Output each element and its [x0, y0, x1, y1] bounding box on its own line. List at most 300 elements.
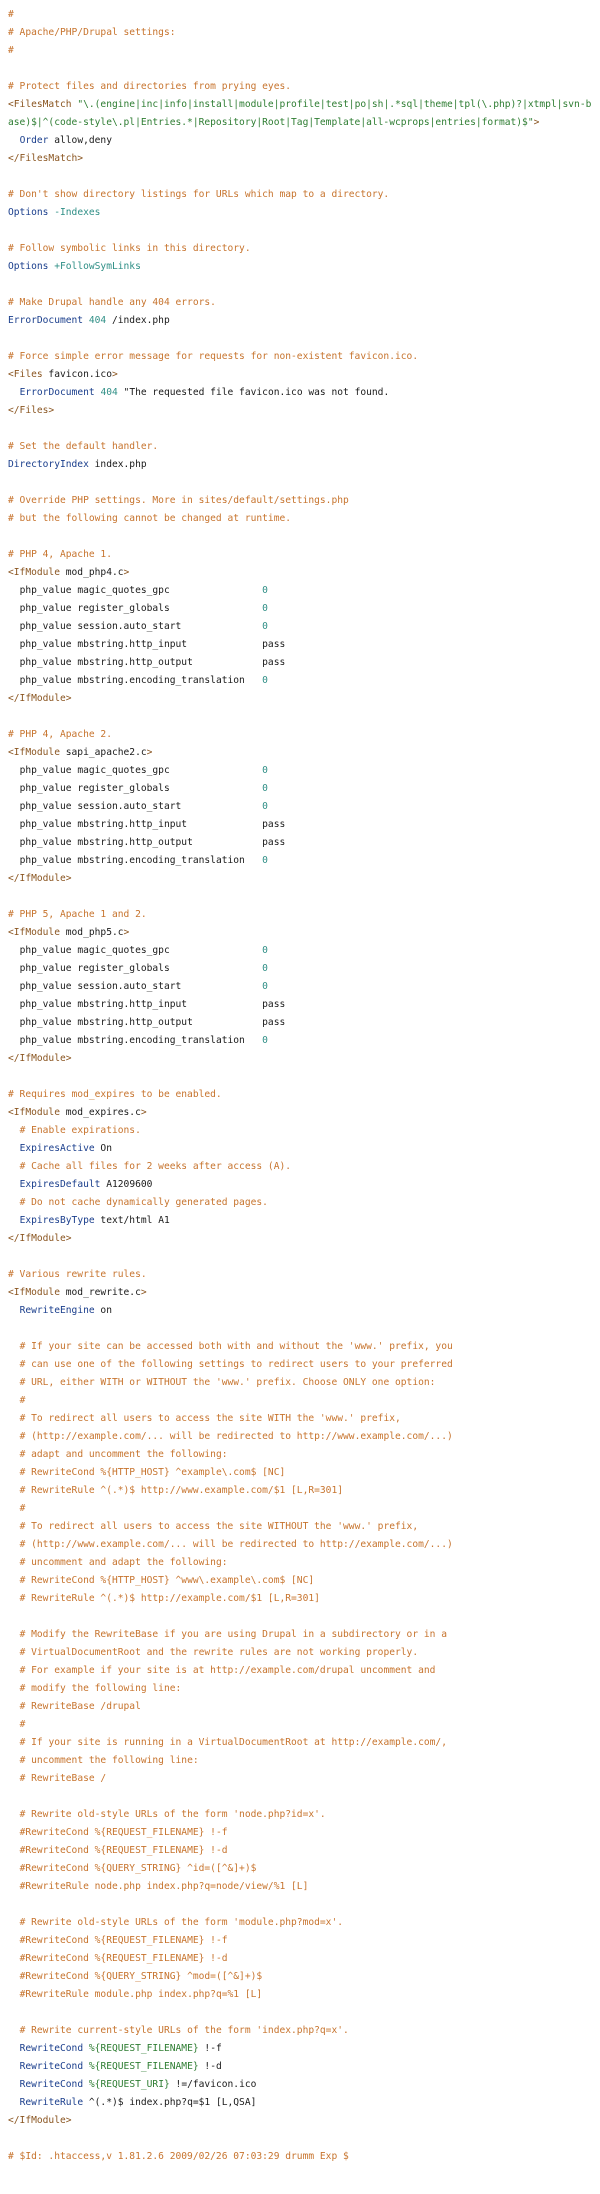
code-token-text: php_value register_globals: [8, 603, 263, 614]
code-token-text: A1209600: [100, 1179, 153, 1190]
code-line: [8, 312, 592, 330]
code-token-comment: # RewriteCond %{HTTP_HOST} ^www\.example\.com$ [NC]: [19, 1575, 315, 1586]
code-token-comment: # (http://www.example.com/... will be redirected to http://example.com/...): [19, 1539, 453, 1550]
code-token-comment: # but the following cannot be changed at runtime.: [8, 513, 292, 524]
code-token-comment: #: [19, 1395, 26, 1406]
code-token-comment: # Rewrite old-style URLs of the form 'module.php?mod=x'.: [19, 1917, 344, 1928]
code-token-text: php_value session.auto_start: [8, 801, 263, 812]
blank-line: [8, 474, 592, 492]
code-token-tag: >: [123, 567, 130, 578]
code-token-directive: Order: [19, 135, 49, 146]
code-line: [8, 1428, 592, 1446]
code-line: [8, 1410, 592, 1428]
code-line: [8, 204, 592, 222]
code-token-directive: RewriteRule: [19, 2097, 84, 2108]
code-token-directive: ErrorDocument: [8, 315, 84, 326]
code-token-text: [8, 1755, 20, 1766]
code-token-string: %{REQUEST_FILENAME}: [88, 2061, 199, 2072]
code-token-comment: # modify the following line:: [19, 1683, 182, 1694]
blank-line: [8, 1248, 592, 1266]
code-token-text: [8, 1863, 20, 1874]
code-line: [8, 744, 592, 762]
blank-line: [8, 168, 592, 186]
code-token-directive: RewriteCond: [19, 2079, 84, 2090]
code-token-text: [8, 1539, 20, 1550]
code-token-value: 0: [262, 801, 268, 812]
blank-line: [8, 60, 592, 78]
code-token-directive: RewriteCond: [19, 2061, 84, 2072]
code-token-text: [8, 1503, 20, 1514]
code-token-directive: Options: [8, 261, 49, 272]
blank-line: [8, 888, 592, 906]
code-line: [8, 582, 592, 600]
code-token-comment: # Override PHP settings. More in sites/default/settings.php: [8, 495, 349, 506]
code-token-tag: </FilesMatch>: [8, 153, 84, 164]
code-token-comment: # Rewrite old-style URLs of the form 'node.php?id=x'.: [19, 1809, 326, 1820]
code-token-comment: # Various rewrite rules.: [8, 1269, 147, 1280]
code-token-text: [8, 1449, 20, 1460]
code-line: [8, 1086, 592, 1104]
code-token-text: php_value session.auto_start: [8, 621, 263, 632]
code-token-text: [8, 1773, 20, 1784]
code-token-text: php_value register_globals: [8, 783, 263, 794]
code-token-value: 0: [262, 1035, 268, 1046]
blank-line: [8, 528, 592, 546]
code-token-tag: >: [533, 117, 540, 128]
code-line: [8, 780, 592, 798]
code-token-text: [8, 1467, 20, 1478]
code-token-text: [8, 1683, 20, 1694]
code-line: [8, 24, 592, 42]
code-token-comment: #: [8, 9, 14, 20]
code-line: [8, 1824, 592, 1842]
code-line: [8, 1716, 592, 1734]
code-line: [8, 1374, 592, 1392]
code-token-comment: # uncomment and adapt the following:: [19, 1557, 228, 1568]
code-line: [8, 618, 592, 636]
code-token-comment: # Do not cache dynamically generated pages.: [19, 1197, 268, 1208]
code-line: [8, 258, 592, 276]
code-token-directive: RewriteCond: [19, 2043, 84, 2054]
code-token-comment: # $Id: .htaccess,v 1.81.2.6 2009/02/26 07:03:29 drumm Exp $: [8, 2151, 349, 2162]
code-token-text: [8, 2061, 20, 2072]
code-token-text: [8, 1395, 20, 1406]
code-token-comment: # Protect files and directories from prying eyes.: [8, 81, 292, 92]
code-token-tag: <IfModule: [8, 927, 60, 938]
code-line: [8, 1392, 592, 1410]
code-token-text: [8, 1377, 20, 1388]
code-token-comment: # URL, either WITH or WITHOUT the 'www.' prefix. Choose ONLY one option:: [19, 1377, 436, 1388]
code-line: [8, 2112, 592, 2130]
code-line: [8, 816, 592, 834]
code-token-text: [8, 1629, 20, 1640]
code-token-text: sapi_apache2.c: [59, 747, 147, 758]
code-line: [8, 366, 592, 384]
blank-line: [8, 2004, 592, 2022]
code-line: [8, 6, 592, 24]
code-line: [8, 654, 592, 672]
code-token-text: [8, 1989, 20, 2000]
code-token-text: mod_rewrite.c: [59, 1287, 141, 1298]
code-token-text: php_value mbstring.encoding_translation: [8, 855, 263, 866]
code-token-text: php_value magic_quotes_gpc: [8, 585, 263, 596]
code-token-comment: # Force simple error message for requests for non-existent favicon.ico.: [8, 351, 419, 362]
code-token-comment: # (http://example.com/... will be redirected to http://www.example.com/...): [19, 1431, 453, 1442]
code-line: [8, 240, 592, 258]
code-line: [8, 600, 592, 618]
code-line: [8, 1338, 592, 1356]
code-line: [8, 510, 592, 528]
code-token-text: [8, 1143, 20, 1154]
code-token-text: [8, 135, 20, 146]
code-line: [8, 960, 592, 978]
code-token-comment: # adapt and uncomment the following:: [19, 1449, 228, 1460]
code-line: [8, 672, 592, 690]
code-line: [8, 1752, 592, 1770]
code-token-comment: # RewriteRule ^(.*)$ http://www.example.com/$1 [L,R=301]: [19, 1485, 344, 1496]
code-token-value: 0: [262, 621, 268, 632]
code-line: [8, 1140, 592, 1158]
code-token-text: php_value mbstring.http_input pass: [8, 999, 286, 1010]
code-line: [8, 1014, 592, 1032]
code-line: [8, 186, 592, 204]
code-token-text: text/html A1: [94, 1215, 170, 1226]
code-line: [8, 834, 592, 852]
code-token-string: %{REQUEST_URI}: [88, 2079, 170, 2090]
code-token-comment: #RewriteRule node.php index.php?q=node/view/%1 [L]: [19, 1881, 309, 1892]
code-line: [8, 1230, 592, 1248]
code-token-value: 0: [262, 675, 268, 686]
code-line: [8, 1284, 592, 1302]
code-token-text: !-f: [198, 2043, 222, 2054]
code-token-text: [8, 2079, 20, 2090]
code-token-text: [8, 1917, 20, 1928]
code-line: [8, 996, 592, 1014]
code-token-comment: # PHP 5, Apache 1 and 2.: [8, 909, 147, 920]
code-line: [8, 852, 592, 870]
code-token-comment: # RewriteRule ^(.*)$ http://example.com/$1 [L,R=301]: [19, 1593, 320, 1604]
code-token-tag: <IfModule: [8, 747, 60, 758]
code-token-comment: # To redirect all users to access the site WITH the 'www.' prefix,: [19, 1413, 401, 1424]
code-token-text: php_value register_globals: [8, 963, 263, 974]
code-token-text: [8, 1665, 20, 1676]
code-token-directive: ExpiresDefault: [19, 1179, 101, 1190]
code-line: [8, 1464, 592, 1482]
code-token-comment: #RewriteCond %{REQUEST_FILENAME} !-d: [19, 1845, 228, 1856]
code-token-text: [8, 1647, 20, 1658]
code-line: [8, 1968, 592, 1986]
code-token-comment: # Modify the RewriteBase if you are using Drupal in a subdirectory or in a: [19, 1629, 447, 1640]
code-line: [8, 1266, 592, 1284]
code-line: [8, 1680, 592, 1698]
blank-line: [8, 276, 592, 294]
blank-line: [8, 330, 592, 348]
code-token-comment: # Rewrite current-style URLs of the form 'index.php?q=x'.: [19, 2025, 349, 2036]
code-token-text: php_value mbstring.http_input pass: [8, 819, 286, 830]
code-token-text: On: [94, 1143, 112, 1154]
code-token-comment: #: [8, 45, 14, 56]
code-token-text: [8, 1701, 20, 1712]
blank-line: [8, 420, 592, 438]
code-token-text: php_value magic_quotes_gpc: [8, 765, 263, 776]
code-token-comment: # If your site can be accessed both with and without the 'www.' prefix, you: [19, 1341, 453, 1352]
code-line: [8, 402, 592, 420]
code-line: [8, 1500, 592, 1518]
code-token-text: on: [94, 1305, 112, 1316]
code-token-comment: # uncomment the following line:: [19, 1755, 199, 1766]
code-token-comment: # Follow symbolic links in this directory.: [8, 243, 251, 254]
blank-line: [8, 2130, 592, 2148]
code-token-comment: #RewriteCond %{REQUEST_FILENAME} !-f: [19, 1935, 228, 1946]
code-line: [8, 1122, 592, 1140]
code-token-comment: # VirtualDocumentRoot and the rewrite rules are not working properly.: [19, 1647, 419, 1658]
code-token-comment: #: [19, 1719, 26, 1730]
code-token-text: mod_php4.c: [59, 567, 124, 578]
code-token-text: mod_php5.c: [59, 927, 124, 938]
blank-line: [8, 1788, 592, 1806]
code-line: [8, 1194, 592, 1212]
code-line: [8, 1626, 592, 1644]
code-token-value: 0: [262, 963, 268, 974]
code-line: [8, 2094, 592, 2112]
code-token-text: /index.php: [106, 315, 170, 326]
code-token-text: favicon.ico: [42, 369, 112, 380]
code-line: [8, 1644, 592, 1662]
code-token-comment: # For example if your site is at http://example.com/drupal uncomment and: [19, 1665, 436, 1676]
code-token-directive: ExpiresByType: [19, 1215, 95, 1226]
code-line: [8, 1860, 592, 1878]
code-token-tag: >: [146, 747, 153, 758]
code-line: [8, 906, 592, 924]
code-token-text: php_value magic_quotes_gpc: [8, 945, 263, 956]
code-token-tag: >: [140, 1287, 147, 1298]
code-token-text: [8, 2097, 20, 2108]
code-line: [8, 1932, 592, 1950]
code-token-text: index.php: [88, 459, 147, 470]
blank-line: [8, 1608, 592, 1626]
code-token-comment: #: [19, 1503, 26, 1514]
code-token-text: php_value mbstring.http_output pass: [8, 1017, 286, 1028]
code-token-value: 404: [100, 387, 118, 398]
code-line: [8, 2058, 592, 2076]
code-token-text: mod_expires.c: [59, 1107, 141, 1118]
code-token-tag: </IfModule>: [8, 2115, 72, 2126]
code-token-text: [8, 1431, 20, 1442]
code-token-tag: >: [111, 369, 118, 380]
code-token-tag: <IfModule: [8, 1287, 60, 1298]
code-token-text: [8, 1953, 20, 1964]
blank-line: [8, 222, 592, 240]
code-token-text: [8, 1485, 20, 1496]
code-token-text: php_value mbstring.http_output pass: [8, 837, 286, 848]
code-token-tag: </IfModule>: [8, 1053, 72, 1064]
code-line: [8, 978, 592, 996]
code-token-text: [8, 1845, 20, 1856]
code-line: [8, 1572, 592, 1590]
code-token-comment: #RewriteCond %{REQUEST_FILENAME} !-f: [19, 1827, 228, 1838]
code-line: [8, 546, 592, 564]
code-token-text: [8, 1593, 20, 1604]
code-token-text: !=/favicon.ico: [169, 2079, 257, 2090]
code-line: [8, 690, 592, 708]
code-token-comment: # Cache all files for 2 weeks after access (A).: [19, 1161, 292, 1172]
code-token-comment: # To redirect all users to access the site WITHOUT the 'www.' prefix,: [19, 1521, 419, 1532]
code-token-text: php_value mbstring.http_input pass: [8, 639, 286, 650]
code-token-tag: <FilesMatch: [8, 99, 72, 110]
code-token-string: "\.(engine|inc|info|install|module|profile|test|po|sh|.*sql|theme|tpl(\.php)?|xtmpl|svn-base)$|^(code-style\.pl|Entries.*|Repository|Root|Tag|Template|all-wcprops|entries|format)$": [8, 99, 592, 128]
code-token-text: [8, 1305, 20, 1316]
code-line: [8, 1158, 592, 1176]
code-line: [8, 942, 592, 960]
code-line: [8, 1302, 592, 1320]
code-token-comment: # Don't show directory listings for URLs which map to a directory.: [8, 189, 390, 200]
code-line: [8, 1050, 592, 1068]
code-token-value: 0: [262, 855, 268, 866]
code-line: [8, 1842, 592, 1860]
code-token-comment: # RewriteBase /drupal: [19, 1701, 141, 1712]
code-token-tag: </IfModule>: [8, 873, 72, 884]
code-token-text: [8, 1737, 20, 1748]
code-token-tag: <Files: [8, 369, 43, 380]
code-token-tag: <IfModule: [8, 567, 60, 578]
code-line: [8, 1590, 592, 1608]
code-line: [8, 1032, 592, 1050]
code-line: [8, 438, 592, 456]
code-token-text: [8, 1881, 20, 1892]
code-token-text: [8, 1341, 20, 1352]
code-token-text: [8, 1179, 20, 1190]
code-line: [8, 384, 592, 402]
code-line: [8, 492, 592, 510]
code-token-text: !-d: [198, 2061, 222, 2072]
code-token-text: [8, 1719, 20, 1730]
code-line: [8, 2022, 592, 2040]
code-token-text: [8, 1521, 20, 1532]
code-line: [8, 1446, 592, 1464]
code-token-comment: # RewriteCond %{HTTP_HOST} ^example\.com$ [NC]: [19, 1467, 286, 1478]
code-line: [8, 1212, 592, 1230]
blank-line: [8, 1320, 592, 1338]
code-token-directive: Options: [8, 207, 49, 218]
code-line: [8, 348, 592, 366]
code-token-text: [8, 1827, 20, 1838]
code-token-text: [8, 2025, 20, 2036]
code-token-comment: #RewriteCond %{QUERY_STRING} ^id=([^&]+)$: [19, 1863, 257, 1874]
code-line: [8, 1734, 592, 1752]
code-token-directive: ExpiresActive: [19, 1143, 95, 1154]
code-token-comment: # PHP 4, Apache 2.: [8, 729, 112, 740]
code-line: [8, 1950, 592, 1968]
code-line: [8, 1662, 592, 1680]
code-token-text: [8, 2043, 20, 2054]
code-token-value: 0: [262, 765, 268, 776]
code-line: [8, 762, 592, 780]
code-token-value: 0: [262, 981, 268, 992]
code-token-directive: RewriteEngine: [19, 1305, 95, 1316]
code-token-comment: # Enable expirations.: [19, 1125, 141, 1136]
code-line: [8, 564, 592, 582]
code-token-value: +FollowSymLinks: [54, 261, 141, 272]
code-line: [8, 1806, 592, 1824]
code-line: [8, 78, 592, 96]
code-token-text: php_value mbstring.encoding_translation: [8, 675, 263, 686]
code-token-text: [8, 1809, 20, 1820]
code-token-value: 0: [262, 603, 268, 614]
code-token-text: php_value session.auto_start: [8, 981, 263, 992]
code-line: [8, 1986, 592, 2004]
code-line: [8, 1878, 592, 1896]
code-line: [8, 42, 592, 60]
code-line: [8, 924, 592, 942]
code-token-value: 404: [88, 315, 107, 326]
code-token-value: 0: [262, 783, 268, 794]
code-line: [8, 132, 592, 150]
code-line: [8, 456, 592, 474]
code-token-text: php_value mbstring.http_output pass: [8, 657, 286, 668]
code-line: [8, 798, 592, 816]
code-token-value: 0: [262, 945, 268, 956]
code-token-text: [8, 1161, 20, 1172]
code-token-text: [8, 1359, 20, 1370]
code-token-comment: # Make Drupal handle any 404 errors.: [8, 297, 216, 308]
code-line: [8, 1770, 592, 1788]
code-token-tag: </Files>: [8, 405, 55, 416]
code-token-text: [8, 1413, 20, 1424]
code-line: [8, 1914, 592, 1932]
code-token-comment: # RewriteBase /: [19, 1773, 107, 1784]
code-token-comment: # PHP 4, Apache 1.: [8, 549, 112, 560]
code-token-tag: </IfModule>: [8, 1233, 72, 1244]
code-token-text: [8, 1125, 20, 1136]
code-token-directive: DirectoryIndex: [8, 459, 89, 470]
code-token-comment: #RewriteCond %{REQUEST_FILENAME} !-d: [19, 1953, 228, 1964]
code-token-text: "The requested file favicon.ico was not found.: [117, 387, 390, 398]
code-token-comment: # Apache/PHP/Drupal settings:: [8, 27, 176, 38]
code-token-comment: # If your site is running in a VirtualDocumentRoot at http://example.com/,: [19, 1737, 447, 1748]
code-token-text: [8, 1575, 20, 1586]
code-token-text: [8, 1935, 20, 1946]
code-token-directive: ErrorDocument: [19, 387, 95, 398]
code-line: [8, 2148, 592, 2166]
blank-line: [8, 708, 592, 726]
code-token-tag: <IfModule: [8, 1107, 60, 1118]
code-token-comment: # Set the default handler.: [8, 441, 159, 452]
code-token-comment: # Requires mod_expires to be enabled.: [8, 1089, 222, 1100]
code-token-text: [8, 1215, 20, 1226]
code-line: [8, 870, 592, 888]
code-line: [8, 1698, 592, 1716]
code-token-tag: >: [123, 927, 130, 938]
code-line: [8, 636, 592, 654]
code-line: [8, 294, 592, 312]
code-token-tag: >: [140, 1107, 147, 1118]
code-token-text: php_value mbstring.encoding_translation: [8, 1035, 263, 1046]
code-line: [8, 150, 592, 168]
code-token-text: ^(.*)$ index.php?q=$1 [L,QSA]: [83, 2097, 257, 2108]
code-line: [8, 1482, 592, 1500]
code-token-value: -Indexes: [54, 207, 101, 218]
code-token-value: 0: [262, 585, 268, 596]
code-token-text: [8, 1197, 20, 1208]
blank-line: [8, 1068, 592, 1086]
code-line: [8, 2040, 592, 2058]
code-token-comment: # can use one of the following settings to redirect users to your preferred: [19, 1359, 453, 1370]
code-line: [8, 726, 592, 744]
code-token-comment: #RewriteCond %{QUERY_STRING} ^mod=([^&]+)$: [19, 1971, 263, 1982]
code-token-comment: #RewriteRule module.php index.php?q=%1 [L]: [19, 1989, 263, 2000]
code-token-text: allow,deny: [48, 135, 112, 146]
code-token-tag: </IfModule>: [8, 693, 72, 704]
